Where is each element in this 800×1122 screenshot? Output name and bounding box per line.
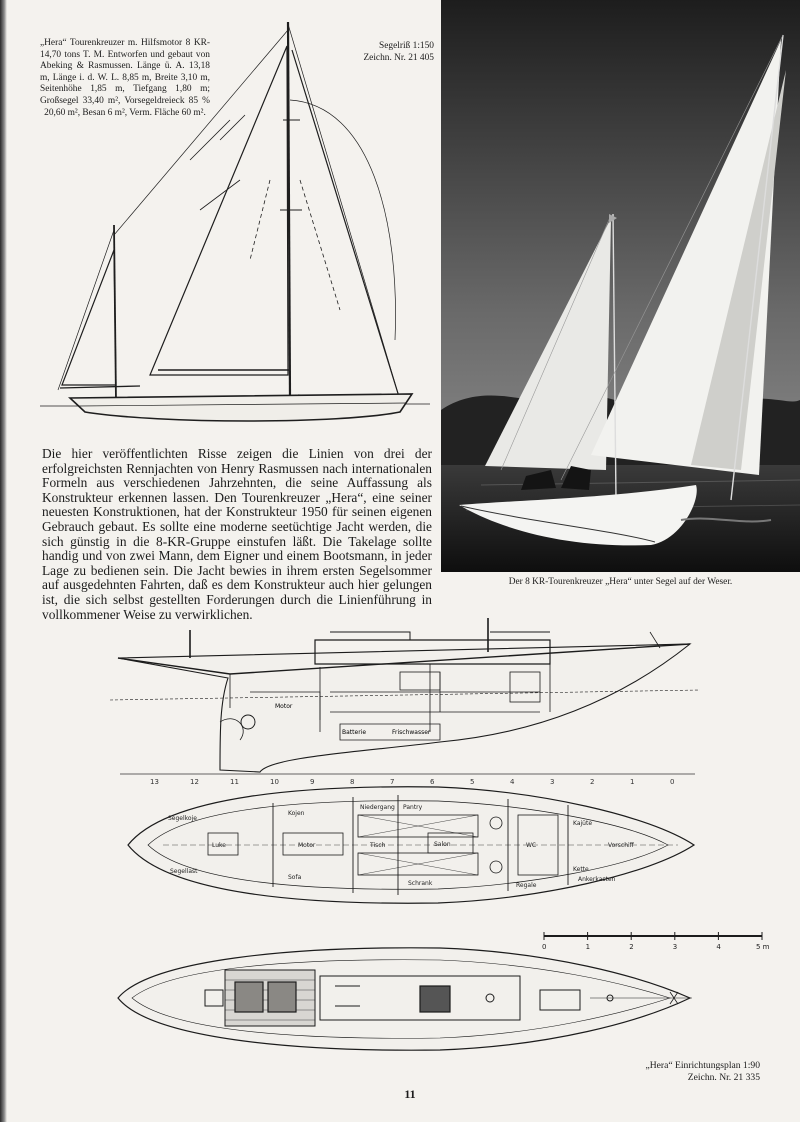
- plan-caption-title: „Hera“ Einrichtungsplan 1:90: [645, 1060, 760, 1071]
- label-kojen: Kojen: [288, 810, 305, 817]
- accommodation-plan: [108, 775, 698, 915]
- station-number: 2: [590, 778, 595, 786]
- label-salon: Salon: [434, 841, 451, 848]
- station-number: 3: [550, 778, 555, 786]
- plan-caption-drawing-number: Zeichn. Nr. 21 335: [687, 1072, 760, 1083]
- station-number: 7: [390, 778, 395, 786]
- photo-caption: Der 8 KR-Tourenkreuzer „Hera“ unter Segel auf der Weser.: [508, 577, 733, 587]
- station-number: 6: [430, 778, 435, 786]
- label-tisch: Tisch: [370, 842, 386, 849]
- scale-tick-label: 2: [629, 943, 634, 950]
- station-number: 1: [630, 778, 635, 786]
- label-profile-motor: Motor: [275, 703, 293, 710]
- station-number: 11: [230, 778, 239, 786]
- sail-plan-scale: Segelriß 1:150: [379, 41, 434, 51]
- sail-plan-drawing-number: Zeichn. Nr. 21 405: [363, 53, 434, 63]
- label-luke: Luke: [212, 842, 226, 849]
- book-spine-shadow: [0, 0, 7, 1122]
- station-number: 4: [510, 778, 515, 786]
- label-vorschiff: Vorschiff: [608, 842, 634, 849]
- label-kette: Kette: [573, 866, 589, 873]
- station-number: 10: [270, 778, 279, 786]
- label-niedergang: Niedergang: [360, 804, 395, 811]
- station-number: 8: [350, 778, 355, 786]
- sail-plan-drawing: [40, 10, 430, 435]
- station-number: 0: [670, 778, 675, 786]
- label-segellast: Segellast: [170, 868, 198, 875]
- station-number: 9: [310, 778, 315, 786]
- label-regale: Regale: [516, 882, 537, 889]
- label-batterie: Batterie: [342, 729, 367, 736]
- specification-block: „Hera“ Tourenkreuzer m. Hilfsmotor 8 KR-14,70 tons T. M. Entworfen und gebaut von Abeking & Rasmussen. Länge ü. A. 13,18 m, Länge i. d. W. L. 8,85 m, Breite 3,10 m, Seitenhöhe 1,85 m, Tiefgang 1,80 m; Großsegel 33,40 m², Vorsegeldreieck 85 % 20,60 m², Besan 6 m², Verm. Fläche 60 m².: [40, 38, 210, 118]
- label-schrank: Schrank: [408, 880, 433, 887]
- label-sofa: Sofa: [288, 874, 302, 881]
- label-kajuete: Kajüte: [573, 820, 593, 827]
- scale-tick-label: 5 m: [756, 943, 770, 950]
- label-motor: Motor: [298, 842, 316, 849]
- label-pantry: Pantry: [403, 804, 423, 811]
- label-ankerkasten: Ankerkasten: [578, 876, 616, 883]
- station-number: 5: [470, 778, 475, 786]
- station-number: 13: [150, 778, 159, 786]
- station-number: 12: [190, 778, 199, 786]
- article-body: Die hier veröffentlichten Risse zeigen die Linien von drei der erfolgreichsten Rennjachten von Henry Rasmussen nach internationalen Formeln aus verschiedenen Jahrzehnten, die seine Auffassung als Konstrukteur erkennen lassen. Den Tourenkreuzer „Hera“, eine seiner neuesten Konstruktionen, hat der Konstrukteur 1950 für seinen eigenen Gebrauch gebaut. Es sollte eine moderne seetüchtige Jacht werden, die sich günstig in die 8-KR-Gruppe einstufen läßt. Die Takelage sollte handig und von zwei Mann, dem Eigner und einem Bootsmann, in jeder Lage zu bedienen sein. Die Jacht bewies in ihrem ersten Segelsommer auf ausgedehnten Fahrten, daß es dem Konstrukteur auch hier gelungen ist, die sich selbst gestellten Forderungen durch die Linienführung in vollkommener Weise zu verwirklichen.: [42, 446, 432, 622]
- label-frischwasser: Frischwasser: [392, 729, 431, 736]
- scale-tick-label: 0: [542, 943, 547, 950]
- label-segelkoje: Segelkoje: [168, 815, 197, 822]
- deck-plan: [110, 940, 700, 1060]
- inboard-profile-drawing: [110, 612, 700, 777]
- scale-tick-label: 1: [585, 943, 591, 950]
- sailing-photograph: [441, 0, 800, 572]
- scale-tick-label: 4: [716, 943, 721, 950]
- page-number: 11: [404, 1087, 416, 1101]
- plan-caption: [600, 1060, 760, 1084]
- label-wc: WC: [526, 842, 537, 849]
- scale-tick-label: 3: [672, 943, 678, 950]
